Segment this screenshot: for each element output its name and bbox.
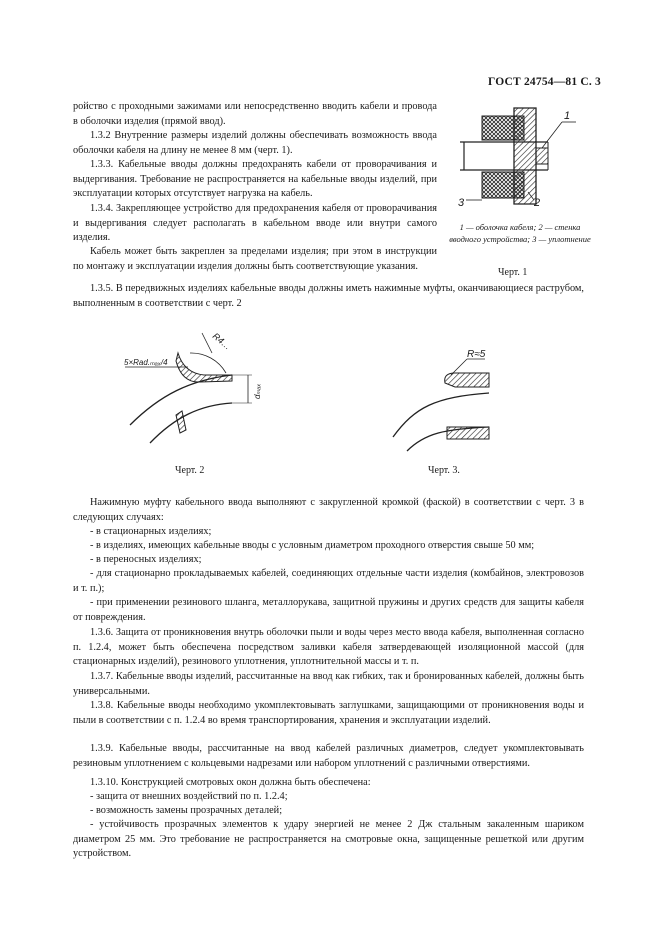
figure-1-label-3: 3 (458, 197, 465, 209)
figure-1-drawing (452, 100, 592, 215)
figure-2-dim-left: 5×Rad.ₘₐₓ/4 (124, 358, 168, 367)
figure-1-label-2: 2 (534, 197, 541, 209)
figure-2-drawing (120, 325, 270, 450)
list-item: - при применении резинового шланга, металлорукава, защитной пружины и других средств для защиты кабеля от повреждения. (73, 597, 584, 623)
paragraph-1-3-5: 1.3.5. В передвижных изделиях кабельные вводы должны иметь нажимные муфты, оканчивающиеся раструбом, выполненным в соответствии с черт. 2 (73, 283, 584, 309)
figure-3-drawing (385, 345, 505, 455)
list-item: - в изделиях, имеющих кабельные вводы с условным диаметром проходного отверстия свыше 50 мм; (90, 540, 535, 551)
list-item: - в переносных изделиях; (90, 554, 202, 565)
paragraph-1-3-9: 1.3.9. Кабельные вводы, рассчитанные на ввод кабелей различных диаметров, следует укомплектовывать резиновым уплотнением с кольцевыми надрезами или набором уплотнений с различными отверстиями. (73, 743, 584, 769)
paragraph-1-3-2: 1.3.2 Внутренние размеры изделий должны обеспечивать возможность ввода оболочки кабеля на длину не менее 8 мм (черт. 1). (73, 130, 437, 156)
list-item: - защита от внешних воздействий по п. 1.2.4; (90, 791, 288, 802)
figure-1-label-1: 1 (564, 110, 571, 122)
paragraph-1-3-4-b: Кабель может быть закреплен за пределами изделия; при этом в инструкции по монтажу и эксплуатации изделия должны быть соответствующие указания. (73, 246, 437, 272)
list-item: - устойчивость прозрачных элементов к удару энергией не менее 2 Дж стальным закаленным шариком диаметром 25 мм. Это требование не распространяется на смотровые окна, защищенные решеткой или другим устройством. (73, 819, 584, 860)
paragraph-muft: Нажимную муфту кабельного ввода выполняют с закругленной кромкой (фаской) в соответствии с черт. 3 в следующих случаях: (73, 497, 584, 523)
figure-2-caption: Черт. 2 (175, 465, 205, 476)
paragraph-1-3-4: 1.3.4. Закрепляющее устройство для предохранения кабеля от проворачивания и выдергивания следует располагать в кабельном вводе или внутри самого изделия. (73, 203, 437, 244)
list-item: - возможность замены прозрачных деталей; (90, 805, 283, 816)
list-item: - в стационарных изделиях; (90, 526, 212, 537)
figure-1-caption: Черт. 1 (498, 267, 528, 278)
paragraph-1-3-10: 1.3.10. Конструкцией смотровых окон должна быть обеспечена: (90, 777, 371, 788)
paragraph-1-3-8: 1.3.8. Кабельные вводы необходимо укомплектовывать заглушками, защищающими от проникновения воды и пыли в соответствии с п. 1.2.4 во время транспортирования, хранения и эксплуатации изделий. (73, 700, 584, 726)
page-header: ГОСТ 24754—81 С. 3 (488, 76, 601, 88)
paragraph-1-3-7: 1.3.7. Кабельные вводы изделий, рассчитанные на ввод как гибких, так и бронированных кабелей, должны быть универсальными. (73, 671, 584, 697)
list-item: - для стационарно прокладываемых кабелей, соединяющих отдельные части изделия (комбайнов, электровозов и т. п.); (73, 568, 584, 594)
figure-3-caption: Черт. 3. (428, 465, 460, 476)
paragraph-intro: ройство с проходными зажимами или непосредственно вводить кабели и провода в оболочки изделия (прямой ввод). (73, 101, 437, 127)
figure-1-legend: 1 — оболочка кабеля; 2 — стенка вводного устройства; 3 — уплотнение (449, 222, 591, 244)
figure-2-dim-top: R4… (210, 330, 233, 352)
figure-3-dim: R≈5 (467, 349, 486, 360)
paragraph-1-3-6: 1.3.6. Защита от проникновения внутрь оболочки пыли и воды через место ввода кабеля, выполненная согласно п. 1.2.4, может быть обеспечена посредством заливки кабеля затвердевающей изоляционной массой (для стационарных изделий), резинового уплотнения, уплотнительной массы и т. п. (73, 627, 584, 668)
figure-2-dim-right: dₘₐₓ (253, 383, 262, 399)
paragraph-1-3-3: 1.3.3. Кабельные вводы должны предохранять кабели от проворачивания и выдергивания. Требование не распространяется на кабельные вводы изделий, при эксплуатации которых отсутствует нагрузка на кабель. (73, 159, 437, 200)
